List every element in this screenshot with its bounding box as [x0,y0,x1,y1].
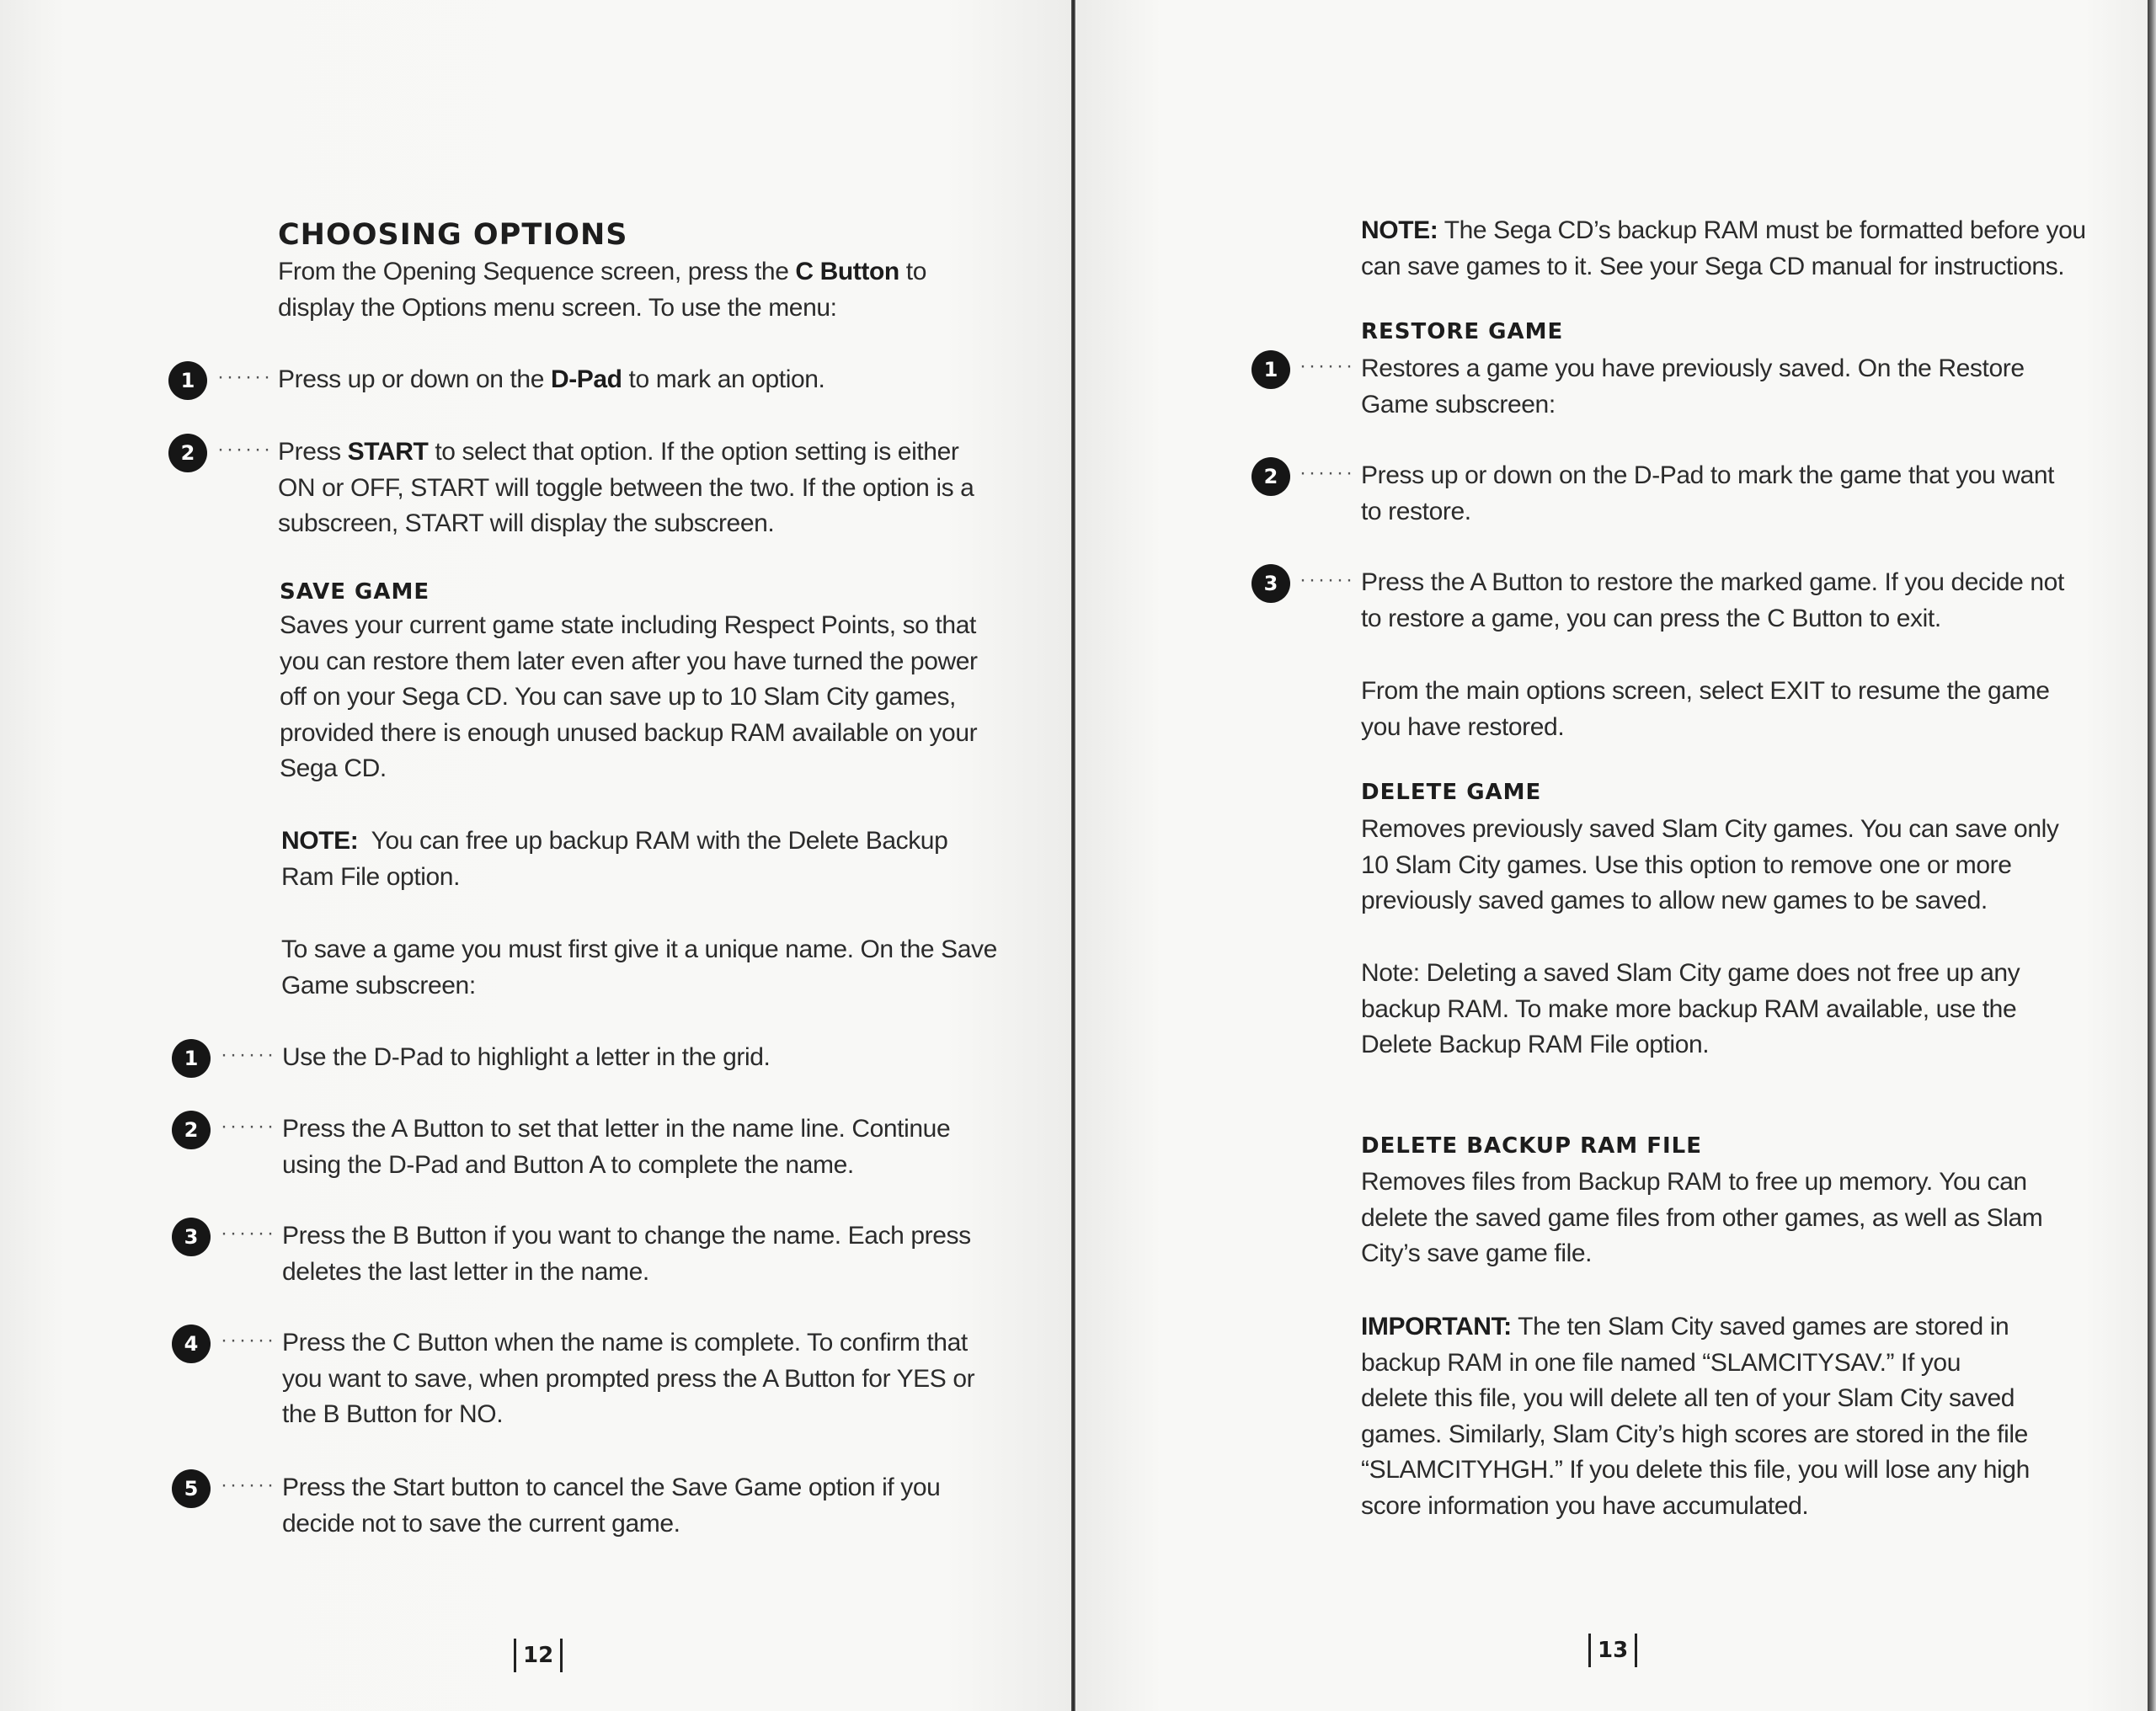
step-number-badge: 3 [1251,564,1290,603]
dotted-leader: ······ [1299,354,1355,377]
important-text: score information you have accumulated. [1361,1491,1809,1520]
step-number-badge: 1 [172,1039,211,1078]
book-spine [1071,0,1075,1711]
section-heading-restore-game: RESTORE GAME [1361,319,1564,344]
dotted-leader: ······ [221,1329,276,1351]
step-number-badge: 3 [172,1218,211,1256]
paragraph-line: Game subscreen: [281,971,476,999]
backup-ram-note [1361,213,2086,285]
step-number-badge: 1 [168,361,207,400]
paragraph-line: Note: Deleting a saved Slam City game does not free up any [1361,959,2020,987]
section-heading-delete-game: DELETE GAME [1361,780,1542,805]
paragraph-line: you can restore them later even after you have turned the power [280,647,978,675]
page-number: 13 [1588,1634,1637,1667]
choosing-options-intro [278,254,926,326]
paragraph-line: Removes previously saved Slam City games. You can save only [1361,815,2059,843]
paragraph-line: provided there is enough unused backup RAM available on your [280,718,978,747]
step-text: Press the Start button to cancel the Save Game option if you [282,1474,941,1501]
paragraph-line: previously saved games to allow new games to be saved. [1361,887,1988,914]
note-label: NOTE: [281,827,359,855]
section-heading-delete-backup-ram-file: DELETE BACKUP RAM FILE [1361,1133,1702,1159]
delete-game-note [1361,956,2020,1063]
note-text: can save games to it. See your Sega CD manual for instructions. [1361,252,2065,280]
paragraph-line: Removes files from Backup RAM to free up memory. You can [1361,1168,2027,1196]
intro-text: From the Opening Sequence screen, press the [278,258,796,285]
paragraph-line: From the main options screen, select EXIT to resume the game [1361,677,2050,705]
dotted-leader: ······ [1299,568,1355,591]
save-step-3 [282,1218,971,1290]
step-text: Press up or down on the D-Pad to mark the game that you want [1361,461,2055,489]
section-heading-save-game: SAVE GAME [280,579,430,605]
step-text: Game subscreen: [1361,390,1556,418]
paragraph-line: you have restored. [1361,712,1565,741]
paragraph-line: Delete Backup RAM File option. [1361,1031,1710,1058]
dotted-leader: ······ [1299,461,1355,484]
step-number-badge: 2 [168,434,207,472]
step-text: to restore. [1361,497,1471,525]
note-text: You can free up backup RAM with the Delete Backup [358,827,948,855]
step-text: Press up or down on the [278,365,551,393]
section-heading-choosing-options: CHOOSING OPTIONS [278,218,628,252]
important-text: backup RAM in one file named “SLAMCITYSAV.” If you [1361,1348,1961,1377]
step-number-badge: 1 [1251,350,1290,389]
save-step-2 [282,1111,950,1183]
dotted-leader: ······ [217,438,273,461]
step-text: decide not to save the current game. [282,1509,680,1538]
step-text: the B Button for NO. [282,1400,504,1428]
menu-step-1 [278,362,825,398]
step-text: Restores a game you have previously saved. On the Restore [1361,354,2025,382]
step-text: to select that option. If the option setting is either [428,438,959,466]
step-text: you want to save, when prompted press the A Button for YES or [282,1364,975,1393]
restore-step-1 [1361,351,2025,423]
step-number-badge: 5 [172,1469,211,1508]
paragraph-line: City’s save game file. [1361,1239,1593,1267]
paragraph-line: delete the saved game files from other games, as well as Slam [1361,1203,2043,1232]
step-number-badge: 2 [1251,457,1290,496]
step-text: deletes the last letter in the name. [282,1257,649,1286]
step-text: Press the A Button to set that letter in the name line. Continue [282,1115,951,1143]
important-text: delete this file, you will delete all ten of your Slam City saved [1361,1384,2015,1412]
intro-text: display the Options menu screen. To use the menu: [278,293,837,322]
c-button-emphasis: C Button [795,258,899,285]
dotted-leader: ······ [221,1043,276,1066]
paragraph-line: Sega CD. [280,754,387,782]
dotted-leader: ······ [221,1222,276,1245]
paragraph-line: To save a game you must first give it a unique name. On the Save [281,935,997,963]
important-text: games. Similarly, Slam City’s high scores are stored in the file [1361,1420,2028,1448]
important-label: IMPORTANT: [1361,1313,1512,1341]
note-label: NOTE: [1361,216,1438,244]
note-text: The Sega CD’s backup RAM must be formatted before you [1438,216,2086,244]
step-number-badge: 4 [172,1325,211,1363]
menu-step-2 [278,434,974,542]
step-text: Use the D-Pad to highlight a letter in the grid. [282,1043,771,1071]
paragraph-line: off on your Sega CD. You can save up to 10 Slam City games, [280,683,956,711]
important-note [1361,1309,2030,1524]
intro-text: to [899,258,926,285]
important-text: The ten Slam City saved games are stored in [1511,1313,2009,1341]
delete-backup-description [1361,1165,2042,1272]
save-step-1 [282,1040,770,1076]
save-step-4 [282,1325,974,1433]
step-text: Press the B Button if you want to change the name. Each press [282,1222,971,1250]
restore-step-2 [1361,458,2054,530]
delete-game-description [1361,812,2059,919]
save-game-description [280,608,978,787]
step-text: Press the A Button to restore the marked game. If you decide not [1361,568,2064,596]
dotted-leader: ······ [217,365,273,388]
page-edge [2148,0,2156,1711]
restore-step-3 [1361,565,2064,637]
step-text: Press the C Button when the name is complete. To confirm that [282,1329,968,1357]
save-game-note [281,824,947,895]
step-text: using the D-Pad and Button A to complete the name. [282,1150,854,1179]
important-text: “SLAMCITYHGH.” If you delete this file, you will lose any high [1361,1456,2030,1484]
step-text: ON or OFF, START will toggle between the two. If the option is a [278,473,974,502]
note-text: Ram File option. [281,862,461,891]
step-text: subscreen, START will display the subscreen. [278,509,775,537]
step-text: to restore a game, you can press the C Button to exit. [1361,604,1941,632]
save-game-naming [281,932,997,1004]
d-pad-emphasis: D-Pad [550,365,622,393]
step-text: to mark an option. [622,365,825,393]
dotted-leader: ······ [221,1115,276,1138]
step-text: Press [278,438,348,466]
paragraph-line: 10 Slam City games. Use this option to remove one or more [1361,850,2012,879]
step-number-badge: 2 [172,1111,211,1149]
page-number: 12 [514,1639,563,1672]
dotted-leader: ······ [221,1474,276,1496]
start-emphasis: START [347,438,429,466]
paragraph-line: Saves your current game state including Respect Points, so that [280,611,976,639]
paragraph-line: backup RAM. To make more backup RAM available, use the [1361,994,2017,1023]
save-step-5 [282,1470,940,1542]
restore-outro [1361,674,2050,745]
